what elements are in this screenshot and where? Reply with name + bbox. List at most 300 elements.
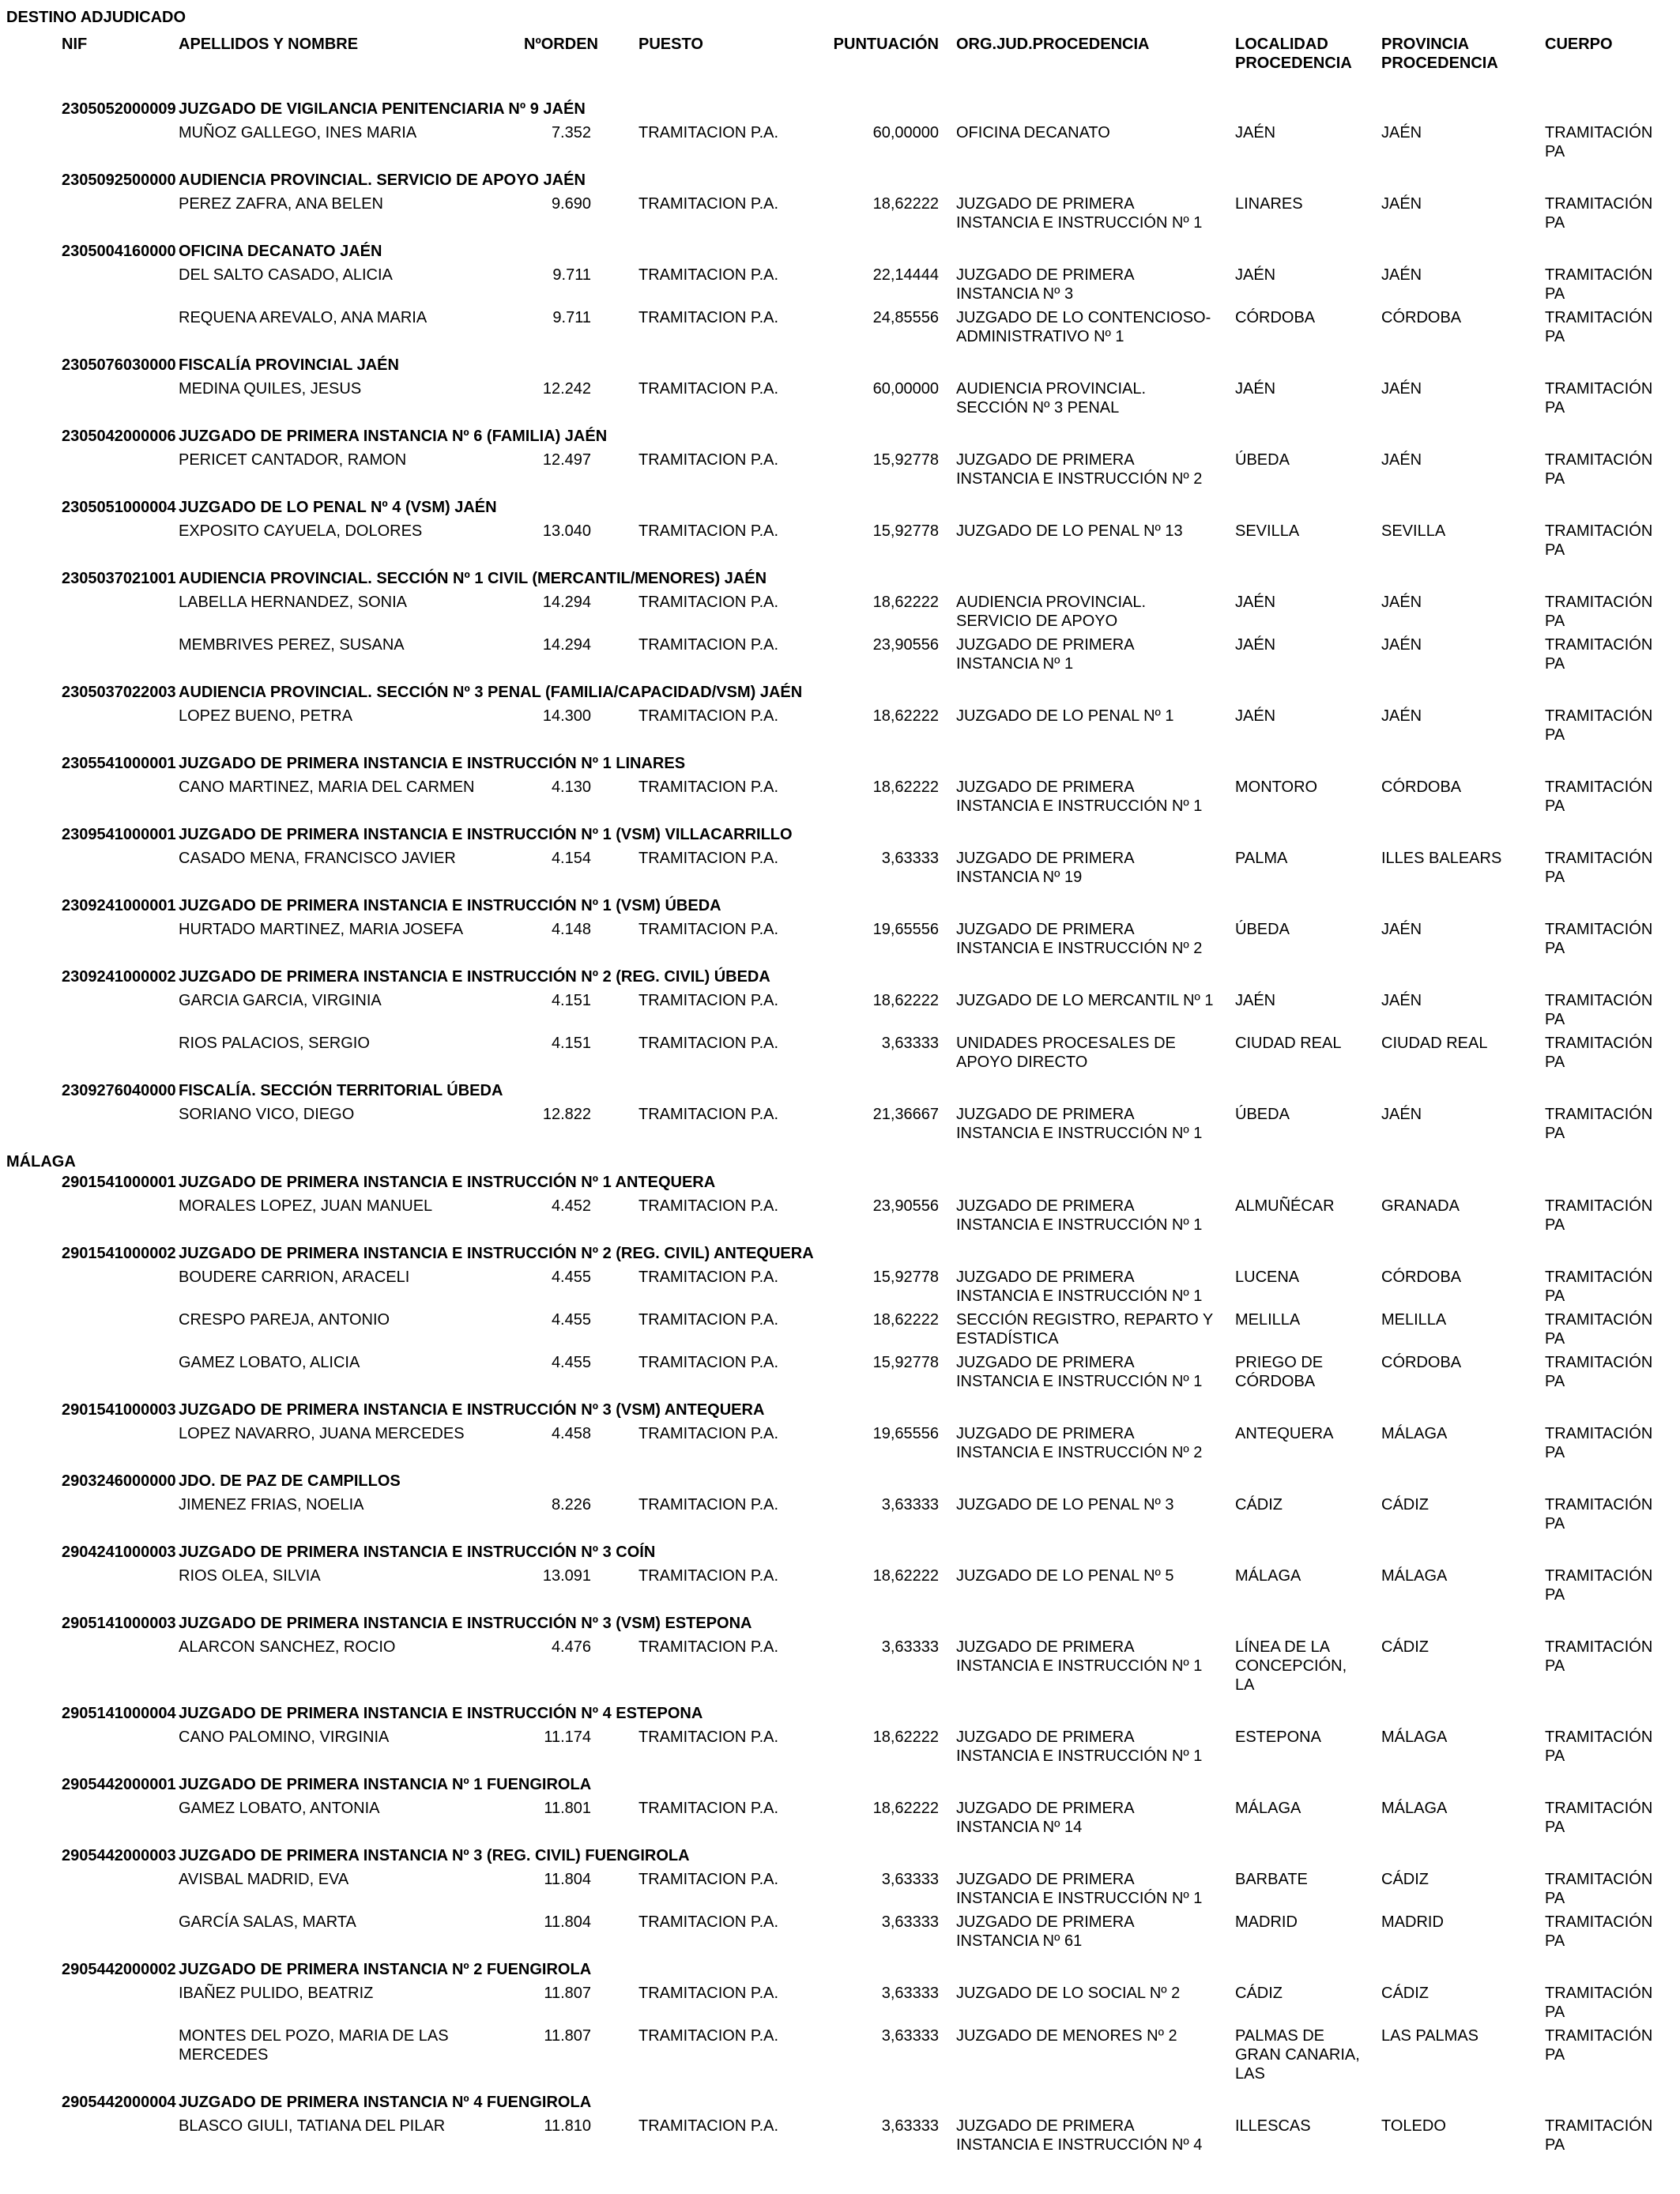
table-row [62, 1034, 1661, 1072]
cell-localidad-procedencia: CÁDIZ [1235, 1496, 1283, 1514]
cell-apellidos-nombre: LOPEZ NAVARRO, JUANA MERCEDES [179, 1425, 465, 1442]
cell-org-procedencia: JUZGADO DE PRIMERA INSTANCIA Nº 3 [956, 266, 1134, 303]
cell-nif [62, 1424, 179, 1443]
cell-nif [62, 1870, 179, 1889]
cell-cuerpo: TRAMITACIÓN PA [1545, 195, 1653, 232]
cell-nif [62, 1984, 179, 2003]
cell-localidad-procedencia: ILLESCAS [1235, 2117, 1311, 2135]
cell-orden: 4.148 [551, 921, 591, 938]
cell-nif [62, 450, 179, 469]
destination-group [6, 1081, 1661, 1143]
cell-puesto: TRAMITACION P.A. [638, 594, 779, 611]
cell-apellidos-nombre: MEDINA QUILES, JESUS [179, 380, 362, 398]
cell-puesto: TRAMITACION P.A. [638, 1985, 779, 2002]
cell-orden: 4.455 [551, 1269, 591, 1286]
cell-nif [62, 1105, 179, 1124]
cell-provincia-procedencia: MÁLAGA [1381, 1567, 1448, 1585]
cell-org-procedencia: JUZGADO DE LO MERCANTIL Nº 1 [956, 992, 1214, 1009]
column-header-localidad-procedencia: LOCALIDAD PROCEDENCIA [1235, 36, 1352, 72]
cell-cuerpo: TRAMITACIÓN PA [1545, 992, 1653, 1028]
group-nif: 2901541000002 [62, 1245, 176, 1262]
cell-localidad-procedencia: LUCENA [1235, 1269, 1300, 1286]
cell-orden: 11.801 [544, 1800, 591, 1817]
table-row [62, 1197, 1661, 1235]
cell-apellidos-nombre: PEREZ ZAFRA, ANA BELEN [179, 195, 383, 213]
table-row [62, 1495, 1661, 1533]
group-nif: 2309241000001 [62, 897, 176, 914]
cell-cuerpo: TRAMITACIÓN PA [1545, 1567, 1653, 1604]
cell-cuerpo: TRAMITACIÓN PA [1545, 451, 1653, 488]
cell-puesto: TRAMITACION P.A. [638, 1106, 779, 1123]
cell-cuerpo: TRAMITACIÓN PA [1545, 707, 1653, 744]
cell-apellidos-nombre: EXPOSITO CAYUELA, DOLORES [179, 522, 423, 540]
cell-orden: 14.294 [542, 636, 591, 654]
cell-cuerpo: TRAMITACIÓN PA [1545, 1354, 1653, 1390]
cell-puntuacion: 18,62222 [872, 1567, 939, 1585]
cell-puntuacion: 23,90556 [872, 636, 939, 654]
cell-puntuacion: 3,63333 [881, 2027, 939, 2045]
cell-nif [62, 991, 179, 1010]
cell-localidad-procedencia: JAÉN [1235, 380, 1276, 398]
cell-orden: 11.807 [544, 2027, 591, 2045]
group-header-row [62, 2093, 1661, 2112]
cell-org-procedencia: JUZGADO DE PRIMERA INSTANCIA Nº 14 [956, 1800, 1134, 1836]
column-header-n-orden: NºORDEN [524, 36, 598, 53]
group-header-row [62, 171, 1661, 190]
cell-apellidos-nombre: CANO MARTINEZ, MARIA DEL CARMEN [179, 778, 475, 796]
table-row [62, 266, 1661, 303]
cell-localidad-procedencia: MÁLAGA [1235, 1567, 1301, 1585]
cell-apellidos-nombre: RIOS OLEA, SILVIA [179, 1567, 321, 1585]
column-header-provincia-procedencia: PROVINCIA PROCEDENCIA [1381, 36, 1498, 72]
cell-nif [62, 2026, 179, 2045]
group-destino: JUZGADO DE PRIMERA INSTANCIA E INSTRUCCIÓN Nº 3 (VSM) ANTEQUERA [179, 1401, 765, 1419]
table-row [62, 308, 1661, 346]
group-destino: JUZGADO DE PRIMERA INSTANCIA Nº 2 FUENGIROLA [179, 1961, 592, 1978]
table-row [62, 1913, 1661, 1951]
cell-cuerpo: TRAMITACIÓN PA [1545, 2117, 1653, 2154]
cell-puesto: TRAMITACION P.A. [638, 778, 779, 796]
cell-apellidos-nombre: LOPEZ BUENO, PETRA [179, 707, 353, 725]
cell-provincia-procedencia: ILLES BALEARS [1381, 850, 1502, 867]
cell-puesto: TRAMITACION P.A. [638, 1425, 779, 1442]
cell-localidad-procedencia: ÚBEDA [1235, 1106, 1290, 1123]
destination-group [6, 1846, 1661, 1951]
group-destino: JUZGADO DE PRIMERA INSTANCIA E INSTRUCCIÓN Nº 3 (VSM) ESTEPONA [179, 1615, 752, 1632]
cell-puntuacion: 15,92778 [872, 1269, 939, 1286]
table-row [62, 1728, 1661, 1766]
cell-puntuacion: 60,00000 [872, 124, 939, 141]
table-row [62, 1424, 1661, 1462]
cell-orden: 4.452 [551, 1197, 591, 1215]
cell-provincia-procedencia: GRANADA [1381, 1197, 1460, 1215]
table-row [62, 1984, 1661, 2022]
group-header-row [62, 242, 1661, 261]
group-header-row [62, 896, 1661, 915]
cell-provincia-procedencia: CÁDIZ [1381, 1496, 1429, 1514]
cell-nif [62, 1799, 179, 1818]
group-header-row [62, 683, 1661, 702]
cell-localidad-procedencia: JAÉN [1235, 636, 1276, 654]
table-row [62, 1870, 1661, 1908]
cell-org-procedencia: JUZGADO DE PRIMERA INSTANCIA E INSTRUCCIÓN Nº 1 [956, 1197, 1203, 1234]
cell-nif [62, 1034, 179, 1053]
group-nif: 2305004160000 [62, 243, 176, 260]
cell-puntuacion: 3,63333 [881, 1638, 939, 1656]
cell-puesto: TRAMITACION P.A. [638, 380, 779, 398]
cell-nif [62, 1197, 179, 1216]
cell-provincia-procedencia: CÓRDOBA [1381, 1354, 1462, 1371]
cell-orden: 12.497 [542, 451, 591, 469]
cell-localidad-procedencia: MONTORO [1235, 778, 1318, 796]
cell-localidad-procedencia: ESTEPONA [1235, 1728, 1321, 1746]
cell-provincia-procedencia: CÁDIZ [1381, 1638, 1429, 1656]
group-header-row [62, 498, 1661, 517]
cell-cuerpo: TRAMITACIÓN PA [1545, 2027, 1653, 2064]
cell-puntuacion: 3,63333 [881, 2117, 939, 2135]
table-row [62, 920, 1661, 958]
cell-cuerpo: TRAMITACIÓN PA [1545, 636, 1653, 673]
cell-provincia-procedencia: JAÉN [1381, 195, 1422, 213]
group-header-row [62, 967, 1661, 986]
table-body [6, 100, 1661, 2154]
cell-orden: 4.455 [551, 1311, 591, 1329]
table-row [62, 849, 1661, 887]
cell-provincia-procedencia: JAÉN [1381, 992, 1422, 1009]
cell-apellidos-nombre: GAMEZ LOBATO, ALICIA [179, 1354, 360, 1371]
group-nif: 2305051000004 [62, 499, 176, 516]
cell-puesto: TRAMITACION P.A. [638, 636, 779, 654]
cell-nif [62, 920, 179, 939]
table-row [62, 2026, 1661, 2083]
destination-group [6, 1472, 1661, 1533]
cell-puntuacion: 3,63333 [881, 850, 939, 867]
cell-apellidos-nombre: JIMENEZ FRIAS, NOELIA [179, 1496, 364, 1514]
cell-orden: 12.822 [542, 1106, 591, 1123]
cell-localidad-procedencia: PALMAS DE GRAN CANARIA, LAS [1235, 2027, 1360, 2083]
cell-puesto: TRAMITACION P.A. [638, 1311, 779, 1329]
cell-cuerpo: TRAMITACIÓN PA [1545, 1197, 1653, 1234]
cell-nif [62, 1268, 179, 1287]
cell-nif [62, 308, 179, 327]
group-header-row [62, 1472, 1661, 1491]
group-destino: JUZGADO DE PRIMERA INSTANCIA Nº 1 FUENGIROLA [179, 1776, 592, 1793]
cell-apellidos-nombre: GARCIA GARCIA, VIRGINIA [179, 992, 382, 1009]
cell-org-procedencia: JUZGADO DE PRIMERA INSTANCIA E INSTRUCCIÓN Nº 1 [956, 1638, 1203, 1675]
destination-group [6, 896, 1661, 958]
cell-orden: 8.226 [551, 1496, 591, 1514]
cell-provincia-procedencia: CÁDIZ [1381, 1985, 1429, 2002]
cell-puntuacion: 18,62222 [872, 594, 939, 611]
cell-puesto: TRAMITACION P.A. [638, 2117, 779, 2135]
cell-orden: 4.455 [551, 1354, 591, 1371]
group-nif: 2905442000001 [62, 1776, 176, 1793]
cell-cuerpo: TRAMITACIÓN PA [1545, 1871, 1653, 1907]
group-destino: FISCALÍA. SECCIÓN TERRITORIAL ÚBEDA [179, 1082, 503, 1099]
cell-apellidos-nombre: MORALES LOPEZ, JUAN MANUEL [179, 1197, 433, 1215]
cell-org-procedencia: JUZGADO DE PRIMERA INSTANCIA Nº 61 [956, 1913, 1134, 1950]
cell-cuerpo: TRAMITACIÓN PA [1545, 1913, 1653, 1950]
destination-group [6, 171, 1661, 232]
cell-puntuacion: 19,65556 [872, 921, 939, 938]
table-row [62, 635, 1661, 673]
destination-group [6, 569, 1661, 673]
cell-localidad-procedencia: ANTEQUERA [1235, 1425, 1334, 1442]
cell-cuerpo: TRAMITACIÓN PA [1545, 594, 1653, 630]
cell-provincia-procedencia: JAÉN [1381, 1106, 1422, 1123]
group-destino: AUDIENCIA PROVINCIAL. SECCIÓN Nº 3 PENAL (FAMILIA/CAPACIDAD/VSM) JAÉN [179, 684, 803, 701]
cell-orden: 9.711 [552, 309, 591, 326]
cell-provincia-procedencia: JAÉN [1381, 451, 1422, 469]
cell-puesto: TRAMITACION P.A. [638, 1197, 779, 1215]
cell-cuerpo: TRAMITACIÓN PA [1545, 1985, 1653, 2021]
group-destino: JUZGADO DE PRIMERA INSTANCIA E INSTRUCCIÓN Nº 1 (VSM) VILLACARRILLO [179, 826, 793, 843]
cell-puntuacion: 18,62222 [872, 1311, 939, 1329]
cell-localidad-procedencia: MÁLAGA [1235, 1800, 1301, 1817]
cell-puesto: TRAMITACION P.A. [638, 195, 779, 213]
cell-cuerpo: TRAMITACIÓN PA [1545, 1496, 1653, 1532]
cell-org-procedencia: AUDIENCIA PROVINCIAL. SECCIÓN Nº 3 PENAL [956, 380, 1147, 417]
cell-provincia-procedencia: JAÉN [1381, 124, 1422, 141]
cell-orden: 12.242 [542, 380, 591, 398]
table-row [62, 1799, 1661, 1837]
cell-apellidos-nombre: GAMEZ LOBATO, ANTONIA [179, 1800, 380, 1817]
cell-org-procedencia: JUZGADO DE LO SOCIAL Nº 2 [956, 1985, 1181, 2002]
cell-puesto: TRAMITACION P.A. [638, 1871, 779, 1888]
cell-nif [62, 266, 179, 285]
table-row [62, 991, 1661, 1029]
cell-nif [62, 1913, 179, 1932]
group-destino: OFICINA DECANATO JAÉN [179, 243, 382, 260]
cell-puesto: TRAMITACION P.A. [638, 921, 779, 938]
cell-orden: 4.151 [551, 1035, 591, 1052]
cell-puntuacion: 15,92778 [872, 522, 939, 540]
group-destino: JUZGADO DE PRIMERA INSTANCIA E INSTRUCCIÓN Nº 1 LINARES [179, 755, 686, 772]
table-row [62, 778, 1661, 816]
cell-puntuacion: 3,63333 [881, 1985, 939, 2002]
destination-group [6, 1960, 1661, 2083]
column-header-nif: NIF [62, 36, 88, 53]
cell-puesto: TRAMITACION P.A. [638, 707, 779, 725]
cell-org-procedencia: UNIDADES PROCESALES DE APOYO DIRECTO [956, 1035, 1176, 1071]
destination-group [6, 1400, 1661, 1462]
cell-puntuacion: 3,63333 [881, 1035, 939, 1052]
cell-localidad-procedencia: ÚBEDA [1235, 921, 1290, 938]
table-row [62, 593, 1661, 631]
cell-apellidos-nombre: CASADO MENA, FRANCISCO JAVIER [179, 850, 456, 867]
cell-puntuacion: 3,63333 [881, 1913, 939, 1931]
table-row [62, 379, 1661, 417]
cell-nif [62, 1638, 179, 1657]
cell-provincia-procedencia: MÁLAGA [1381, 1425, 1448, 1442]
table-row [62, 707, 1661, 745]
group-nif: 2901541000003 [62, 1401, 176, 1419]
cell-provincia-procedencia: CÓRDOBA [1381, 1269, 1462, 1286]
cell-localidad-procedencia: LÍNEA DE LA CONCEPCIÓN, LA [1235, 1638, 1347, 1694]
destination-group [6, 356, 1661, 417]
cell-localidad-procedencia: CÓRDOBA [1235, 309, 1316, 326]
cell-localidad-procedencia: ÚBEDA [1235, 451, 1290, 469]
province-header: MÁLAGA [6, 1153, 76, 1171]
cell-cuerpo: TRAMITACIÓN PA [1545, 522, 1653, 559]
cell-orden: 14.294 [542, 594, 591, 611]
cell-cuerpo: TRAMITACIÓN PA [1545, 380, 1653, 417]
cell-puntuacion: 18,62222 [872, 992, 939, 1009]
cell-provincia-procedencia: JAÉN [1381, 266, 1422, 284]
group-header-row [62, 1244, 1661, 1263]
group-destino: JUZGADO DE PRIMERA INSTANCIA Nº 4 FUENGIROLA [179, 2094, 592, 2111]
cell-nif [62, 778, 179, 797]
cell-apellidos-nombre: REQUENA AREVALO, ANA MARIA [179, 309, 428, 326]
cell-cuerpo: TRAMITACIÓN PA [1545, 266, 1653, 303]
destination-group [6, 2093, 1661, 2154]
cell-apellidos-nombre: SORIANO VICO, DIEGO [179, 1106, 355, 1123]
cell-apellidos-nombre: CRESPO PAREJA, ANTONIO [179, 1311, 390, 1329]
destination-group [6, 498, 1661, 560]
table-row [62, 1638, 1661, 1695]
column-header-puntuaci-n: PUNTUACIÓN [833, 36, 939, 53]
cell-puesto: TRAMITACION P.A. [638, 1354, 779, 1371]
cell-puesto: TRAMITACION P.A. [638, 2027, 779, 2045]
group-destino: JUZGADO DE PRIMERA INSTANCIA E INSTRUCCIÓN Nº 3 COÍN [179, 1544, 656, 1561]
group-destino: JUZGADO DE PRIMERA INSTANCIA Nº 3 (REG. CIVIL) FUENGIROLA [179, 1847, 690, 1864]
cell-puesto: TRAMITACION P.A. [638, 124, 779, 141]
destination-group [6, 100, 1661, 161]
cell-apellidos-nombre: MONTES DEL POZO, MARIA DE LAS MERCEDES [179, 2027, 449, 2064]
cell-org-procedencia: JUZGADO DE PRIMERA INSTANCIA E INSTRUCCIÓN Nº 1 [956, 195, 1203, 232]
cell-provincia-procedencia: CÓRDOBA [1381, 309, 1462, 326]
cell-puesto: TRAMITACION P.A. [638, 522, 779, 540]
group-nif: 2905442000004 [62, 2094, 176, 2111]
cell-apellidos-nombre: DEL SALTO CASADO, ALICIA [179, 266, 393, 284]
cell-orden: 11.174 [544, 1728, 591, 1746]
cell-puesto: TRAMITACION P.A. [638, 1800, 779, 1817]
group-header-row [62, 569, 1661, 588]
cell-nif [62, 849, 179, 868]
group-nif: 2905141000003 [62, 1615, 176, 1632]
destination-group [6, 1775, 1661, 1837]
cell-puntuacion: 18,62222 [872, 1800, 939, 1817]
cell-org-procedencia: JUZGADO DE PRIMERA INSTANCIA Nº 1 [956, 636, 1134, 673]
destination-group [6, 242, 1661, 346]
cell-orden: 14.300 [542, 707, 591, 725]
cell-cuerpo: TRAMITACIÓN PA [1545, 1425, 1653, 1461]
cell-apellidos-nombre: PERICET CANTADOR, RAMON [179, 451, 407, 469]
cell-puntuacion: 15,92778 [872, 451, 939, 469]
page-title: DESTINO ADJUDICADO [6, 9, 186, 26]
cell-nif [62, 2117, 179, 2136]
table-row [62, 1310, 1661, 1348]
cell-nif [62, 1353, 179, 1372]
cell-orden: 9.690 [551, 195, 591, 213]
cell-puesto: TRAMITACION P.A. [638, 1728, 779, 1746]
cell-nif [62, 1728, 179, 1747]
group-nif: 2305052000009 [62, 100, 176, 118]
group-header-row [62, 1173, 1661, 1192]
cell-localidad-procedencia: CÁDIZ [1235, 1985, 1283, 2002]
group-nif: 2901541000001 [62, 1174, 176, 1191]
cell-org-procedencia: JUZGADO DE LO CONTENCIOSO-ADMINISTRATIVO Nº 1 [956, 309, 1211, 345]
table-row [62, 1566, 1661, 1604]
cell-localidad-procedencia: LINARES [1235, 195, 1303, 213]
cell-provincia-procedencia: LAS PALMAS [1381, 2027, 1479, 2045]
cell-org-procedencia: JUZGADO DE PRIMERA INSTANCIA E INSTRUCCIÓN Nº 1 [956, 1106, 1203, 1142]
group-nif: 2903246000000 [62, 1472, 176, 1490]
group-header-row [62, 1543, 1661, 1562]
cell-puntuacion: 18,62222 [872, 707, 939, 725]
destination-group [6, 754, 1661, 816]
cell-org-procedencia: JUZGADO DE PRIMERA INSTANCIA E INSTRUCCIÓN Nº 4 [956, 2117, 1203, 2154]
cell-provincia-procedencia: TOLEDO [1381, 2117, 1446, 2135]
cell-puntuacion: 19,65556 [872, 1425, 939, 1442]
cell-org-procedencia: OFICINA DECANATO [956, 124, 1110, 141]
cell-puesto: TRAMITACION P.A. [638, 1035, 779, 1052]
cell-provincia-procedencia: MELILLA [1381, 1311, 1447, 1329]
cell-localidad-procedencia: ALMUÑÉCAR [1235, 1197, 1335, 1215]
cell-localidad-procedencia: JAÉN [1235, 594, 1276, 611]
group-destino: JUZGADO DE PRIMERA INSTANCIA Nº 6 (FAMILIA) JAÉN [179, 428, 608, 445]
cell-apellidos-nombre: GARCÍA SALAS, MARTA [179, 1913, 356, 1931]
group-nif: 2305037022003 [62, 684, 176, 701]
cell-org-procedencia: AUDIENCIA PROVINCIAL. SERVICIO DE APOYO [956, 594, 1147, 630]
cell-orden: 4.154 [551, 850, 591, 867]
group-destino: JUZGADO DE PRIMERA INSTANCIA E INSTRUCCIÓN Nº 1 ANTEQUERA [179, 1174, 716, 1191]
group-header-row [62, 1960, 1661, 1979]
group-destino: JDO. DE PAZ DE CAMPILLOS [179, 1472, 401, 1490]
table-row [62, 522, 1661, 560]
destination-group [6, 1244, 1661, 1391]
cell-orden: 13.040 [542, 522, 591, 540]
group-nif: 2905442000002 [62, 1961, 176, 1978]
cell-puesto: TRAMITACION P.A. [638, 1269, 779, 1286]
cell-apellidos-nombre: HURTADO MARTINEZ, MARIA JOSEFA [179, 921, 464, 938]
cell-localidad-procedencia: CIUDAD REAL [1235, 1035, 1342, 1052]
cell-puntuacion: 23,90556 [872, 1197, 939, 1215]
cell-orden: 4.458 [551, 1425, 591, 1442]
group-header-row [62, 1614, 1661, 1633]
group-destino: FISCALÍA PROVINCIAL JAÉN [179, 356, 399, 374]
cell-apellidos-nombre: CANO PALOMINO, VIRGINIA [179, 1728, 390, 1746]
cell-puntuacion: 18,62222 [872, 778, 939, 796]
cell-puesto: TRAMITACION P.A. [638, 1913, 779, 1931]
cell-org-procedencia: JUZGADO DE LO PENAL Nº 5 [956, 1567, 1174, 1585]
cell-puesto: TRAMITACION P.A. [638, 266, 779, 284]
cell-org-procedencia: JUZGADO DE PRIMERA INSTANCIA E INSTRUCCIÓN Nº 2 [956, 1425, 1203, 1461]
cell-cuerpo: TRAMITACIÓN PA [1545, 1638, 1653, 1675]
cell-org-procedencia: JUZGADO DE MENORES Nº 2 [956, 2027, 1177, 2045]
cell-provincia-procedencia: MÁLAGA [1381, 1800, 1448, 1817]
destination-group [6, 967, 1661, 1072]
cell-apellidos-nombre: LABELLA HERNANDEZ, SONIA [179, 594, 407, 611]
cell-provincia-procedencia: MADRID [1381, 1913, 1444, 1931]
group-destino: AUDIENCIA PROVINCIAL. SERVICIO DE APOYO JAÉN [179, 172, 586, 189]
cell-nif [62, 707, 179, 726]
cell-nif [62, 194, 179, 213]
group-nif: 2305092500000 [62, 172, 176, 189]
cell-localidad-procedencia: JAÉN [1235, 707, 1276, 725]
cell-provincia-procedencia: JAÉN [1381, 594, 1422, 611]
cell-nif [62, 635, 179, 654]
cell-org-procedencia: JUZGADO DE LO PENAL Nº 1 [956, 707, 1174, 725]
column-header-puesto: PUESTO [638, 36, 703, 53]
cell-provincia-procedencia: JAÉN [1381, 380, 1422, 398]
cell-nif [62, 123, 179, 142]
table-row [62, 194, 1661, 232]
cell-provincia-procedencia: JAÉN [1381, 707, 1422, 725]
cell-apellidos-nombre: IBAÑEZ PULIDO, BEATRIZ [179, 1985, 374, 2002]
cell-puesto: TRAMITACION P.A. [638, 1638, 779, 1656]
destination-group [6, 1704, 1661, 1766]
